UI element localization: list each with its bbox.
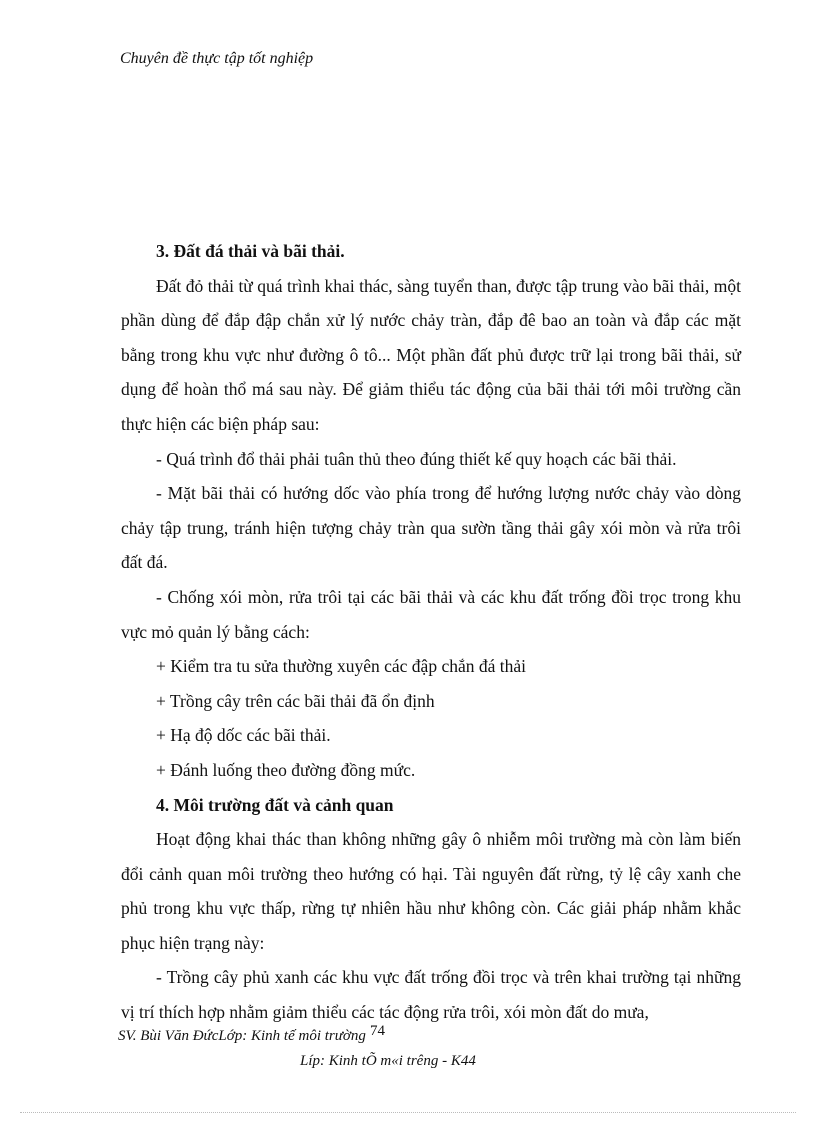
- list-item: + Đánh luống theo đường đồng mức.: [156, 759, 416, 780]
- section-4-intro: Hoạt động khai thác than không những gây ô nhiễm môi trường mà còn làm biến đổi cảnh quan môi trường theo hướng có hại. Tài nguyên đất rừng, tỷ lệ cây xanh che phủ trong khu vực thấp, rừng tự nhiên hầu như không còn. Các giải pháp nhằm khắc phục hiện trạng này:: [121, 829, 741, 953]
- list-item: + Hạ độ dốc các bãi thải.: [156, 725, 331, 746]
- footer-class: Líp: Kinh tÕ m«i trêng - K44: [300, 1053, 476, 1069]
- page-bottom-divider: [20, 1112, 796, 1113]
- section-3-measure-1: - Quá trình đổ thải phải tuân thủ theo đúng thiết kế quy hoạch các bãi thải.: [156, 448, 677, 469]
- section-3-measure-3: - Chống xói mòn, rửa trôi tại các bãi thải và các khu đất trống đồi trọc trong khu vực mỏ quản lý bằng cách:: [121, 586, 741, 642]
- section-4-heading: 4. Môi trường đất và cảnh quan: [156, 794, 394, 815]
- section-3-measure-2: - Mặt bãi thải có hướng dốc vào phía trong để hướng lượng nước chảy vào dòng chảy tập trung, tránh hiện tượng chảy tràn qua sườn tầng thải gây xói mòn và rửa trôi đất đá.: [121, 483, 741, 573]
- footer-author-text: SV. Bùi Văn ĐứcLớp: Kinh tế môi trường: [118, 1028, 366, 1044]
- section-3-intro: Đất đỏ thải từ quá trình khai thác, sàng tuyển than, được tập trung vào bãi thải, một phần dùng để đắp đập chắn xử lý nước chảy tràn, đắp đê bao an toàn và đắp các mặt bằng trong khu vực như đường ô tô... Một phần đất phủ được trữ lại trong bãi thải, sử dụng để hoàn thổ má sau này. Để giảm thiểu tác động của bãi thải tới môi trường cần thực hiện các biện pháp sau:: [121, 275, 741, 434]
- page-header: Chuyên đề thực tập tốt nghiệp: [120, 50, 314, 67]
- list-item: + Trồng cây trên các bãi thải đã ổn định: [156, 690, 435, 711]
- footer-author: [118, 1023, 385, 1045]
- section-3-heading: 3. Đất đá thải và bãi thải.: [156, 241, 345, 261]
- list-item: + Kiểm tra tu sửa thường xuyên các đập chắn đá thải: [156, 656, 526, 677]
- page-number: 74: [369, 1023, 385, 1039]
- section-4-measure-1: - Trồng cây phủ xanh các khu vực đất trống đồi trọc và trên khai trường tại những vị trí thích hợp nhằm giảm thiểu các tác động rửa trôi, xói mòn đất do mưa,: [121, 967, 741, 1023]
- document-body: [121, 234, 741, 1030]
